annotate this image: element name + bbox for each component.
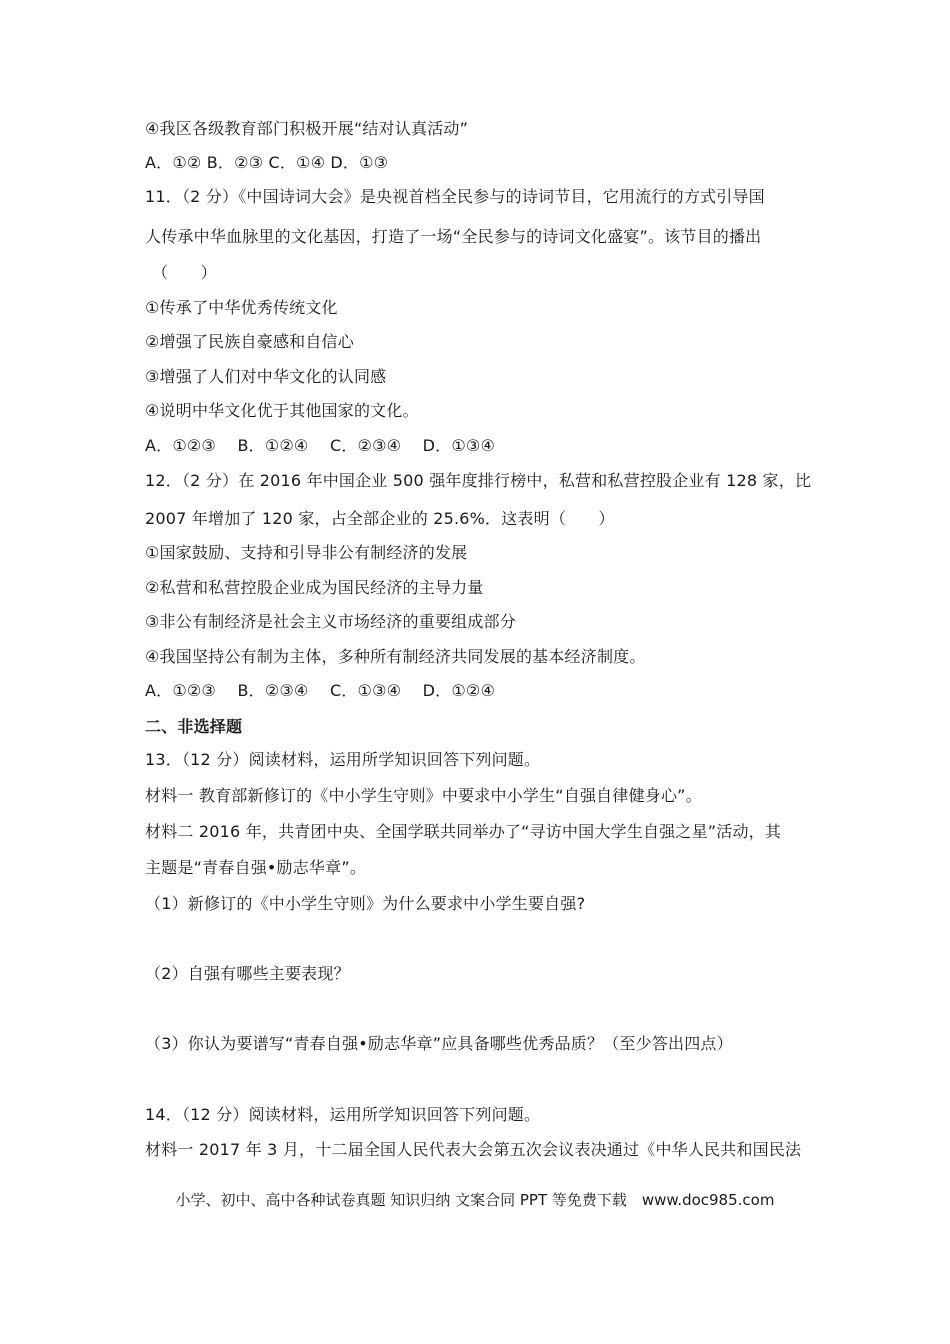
material-line: 主题是“青春自强•励志华章”。 bbox=[145, 858, 367, 877]
section-heading: 二、非选择题 bbox=[145, 717, 243, 736]
sub-question: （2）自强有哪些主要表现？ bbox=[145, 964, 350, 983]
question-13: 13．（12 分）阅读材料，运用所学知识回答下列问题。 bbox=[145, 750, 541, 769]
option-line: ②增强了民族自豪感和自信心 bbox=[145, 332, 354, 351]
sub-question: （3）你认为要谱写“青春自强•励志华章”应具备哪些优秀品质？（至少答出四点） bbox=[145, 1034, 733, 1053]
answer-choices: A．①②③ B．②③④ C．①③④ D．①②④ bbox=[145, 681, 495, 700]
material-line: 材料一 2017 年 3 月，十二届全国人民代表大会第五次会议表决通过《中华人民共和国民法 bbox=[145, 1140, 802, 1159]
option-line: ③非公有制经济是社会主义市场经济的重要组成部分 bbox=[145, 612, 516, 631]
question-12: 12．（2 分）在 2016 年中国企业 500 强年度排行榜中，私营和私营控股企业有 128 家，比 bbox=[145, 471, 812, 490]
material-line: 材料一 教育部新修订的《中小学生守则》中要求中小学生“自强自律健身心”。 bbox=[145, 786, 702, 805]
question-12-cont: 2007 年增加了 120 家，占全部企业的 25.6%．这表明（ ） bbox=[145, 509, 615, 528]
option-line: ①传承了中华优秀传统文化 bbox=[145, 298, 338, 317]
question-11-cont: 人传承中华血脉里的文化基因，打造了一场“全民参与的诗词文化盛宴”。该节目的播出 bbox=[145, 227, 762, 246]
option-line: ①国家鼓励、支持和引导非公有制经济的发展 bbox=[145, 543, 468, 562]
option-line: ④说明中华文化优于其他国家的文化。 bbox=[145, 401, 419, 420]
answer-blank: （ ） bbox=[152, 263, 217, 282]
answer-choices: A．①② B．②③ C．①④ D．①③ bbox=[145, 153, 389, 172]
option-line: ④我国坚持公有制为主体，多种所有制经济共同发展的基本经济制度。 bbox=[145, 647, 646, 666]
answer-choices: A．①②③ B．①②④ C．②③④ D．①③④ bbox=[145, 436, 495, 455]
option-line: ②私营和私营控股企业成为国民经济的主导力量 bbox=[145, 578, 484, 597]
option-line: ④我区各级教育部门积极开展“结对认真活动” bbox=[145, 119, 469, 138]
question-14: 14．（12 分）阅读材料，运用所学知识回答下列问题。 bbox=[145, 1105, 541, 1124]
question-11: 11．（2 分）《中国诗词大会》是央视首档全民参与的诗词节目，它用流行的方式引导国 bbox=[145, 187, 765, 206]
page-footer: 小学、初中、高中各种试卷真题 知识归纳 文案合同 PPT 等免费下载 www.doc985.com bbox=[175, 1191, 775, 1209]
option-line: ③增强了人们对中华文化的认同感 bbox=[145, 367, 387, 386]
material-line: 材料二 2016 年，共青团中央、全国学联共同举办了“寻访中国大学生自强之星”活动，其 bbox=[145, 822, 782, 841]
sub-question: （1）新修订的《中小学生守则》为什么要求中小学生要自强? bbox=[145, 894, 586, 913]
